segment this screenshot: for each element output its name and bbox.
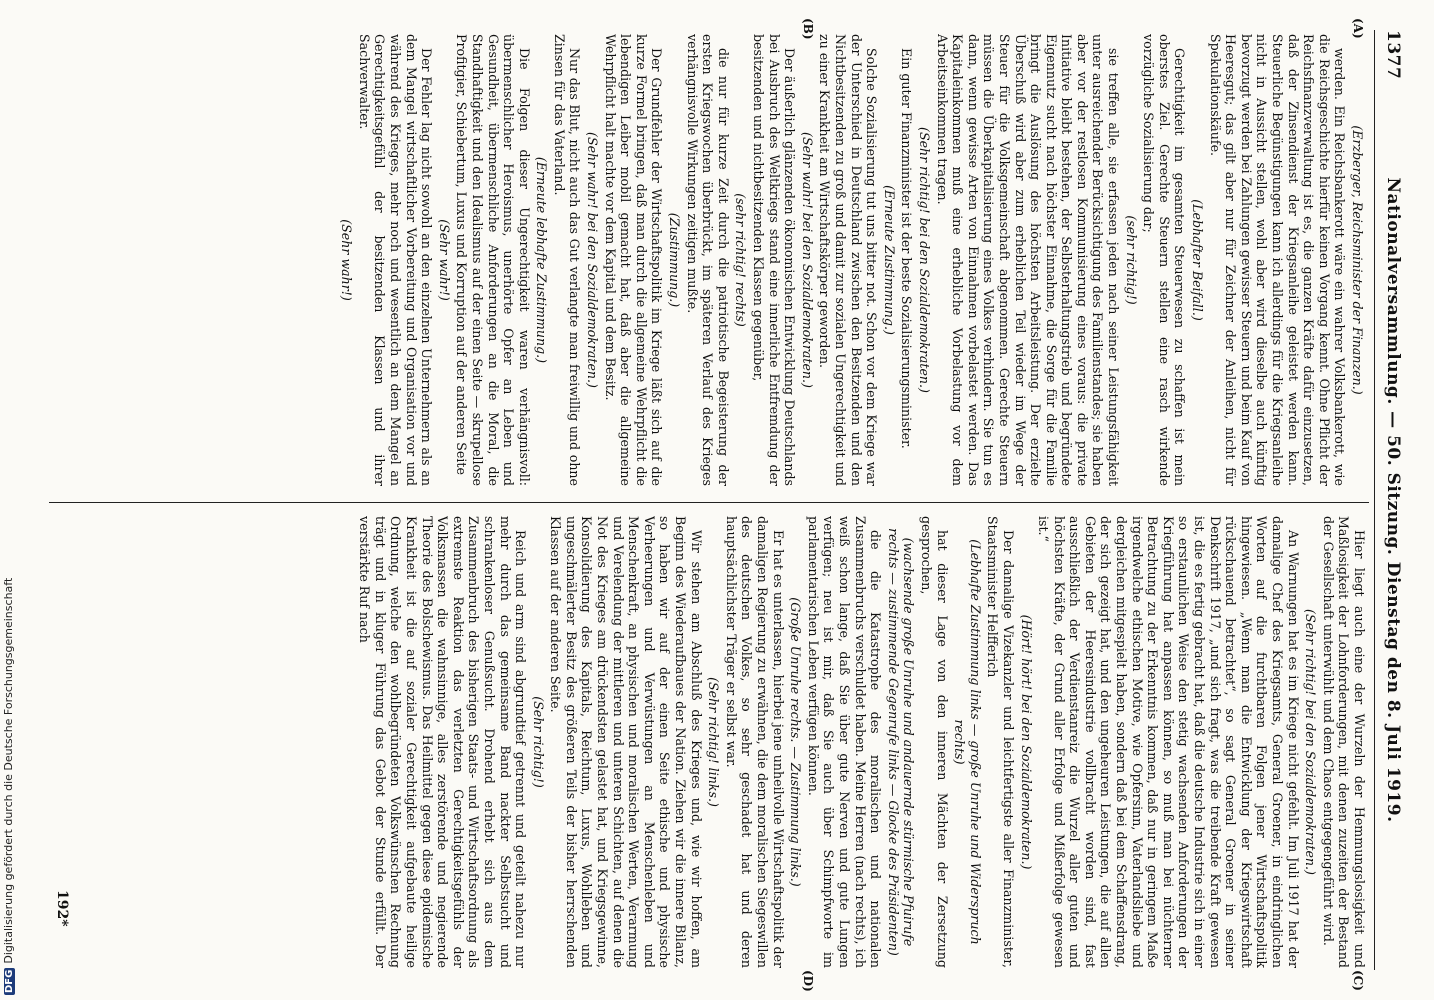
margin-marker-d: (D) xyxy=(801,970,815,992)
reaction-note: (Erneute Zustimmung.) xyxy=(881,185,897,335)
paragraph: hat dieser Lage von den inneren Mächten der Zersetzung gesprochen, xyxy=(918,516,950,968)
paragraph: Er hat es unterlassen, hierbei jene unheilvolle Wirtschaftspolitik der damaligen Regierung zu erwähnen, die dem moralischen Siegeswillen des deutschen Volkes, so sehr geschadet hat und deren hauptsächlichster Träger er selbst war. xyxy=(723,516,786,968)
reaction-note: (Zustimmung.) xyxy=(667,212,683,308)
paragraph: Nur das Blut, nicht auch das Gut verlangte man freiwillig und ohne Zinsen für das Vaterland. xyxy=(551,34,583,486)
header-rule xyxy=(1374,30,1375,970)
signature-mark: 192* xyxy=(54,890,70,927)
paragraph: die nur für kurze Zeit durch die patriotische Begeisterung der ersten Kriegswochen überbrückt, im späteren Verlauf des Krieges verhängnisvolle Wirkungen zeitigen mußte. xyxy=(684,34,731,486)
digitization-note xyxy=(2,578,15,995)
reaction-note: (sehr richtig!) xyxy=(1123,215,1139,305)
paragraph: Der Grundfehler der Wirtschaftspolitik im Kriege läßt sich auf die kurze Formel bringen, daß man durch die allgemeine Wehrpflicht die lebendigen Leiber mobil gemacht hat, daß aber die allgemeine Wehrpflicht halt machte vor dem Kapital und dem Besitz. xyxy=(602,34,665,486)
reaction-note: (Sehr richtig! links.) xyxy=(706,677,722,807)
speaker-line: (Erzberger, Reichsminister der Finanzen.) xyxy=(1350,125,1365,395)
paragraph: Reich und arm sind abgrundtief getrennt und geteilt nahezu nur mehr durch das gemeinsame Band nackter Selbstsucht und schrankenloser Genußsucht. Drohend erhebt sich aus dem Zusammenbruch des bisherigen Staats- und Wirtschaftsordnung als extremste Reaktion das verletzten Gerechtigkeitsgefühls der Volksmassen die wahnsinnige, alles zerstörende und negierende Theorie des Bolschewismus. Das Heilmittel gegen diese epidemische Krankheit ist die auf sozialer Gerechtigkeit aufgebaute heilige Ordnung, welche den wohlbegründeten Volkswünschen Rechnung trägt und in kluger Führung das Gebot der Stunde erfüllt. Der verstärkte Ruf nach xyxy=(357,516,529,968)
reaction-note: (Erneute lebhafte Zustimmung.) xyxy=(534,156,550,364)
page-header xyxy=(1379,30,1405,970)
reaction-note: (Sehr wahr!) xyxy=(339,219,355,301)
reaction-note: (Sehr wahr! bei den Sozialdemokraten.) xyxy=(585,132,601,388)
paragraph: Die Folgen dieser Ungerechtigkeit waren verhängnisvoll: übermenschlicher Heroismus, unerhörte Opfer an Leben und Gesundheit, übermenschliche Anforderungen an die Moral, die Standhaftigkeit und den Idealismus auf der einen Seite — skrupellose Profitgier, Schiebertum, Luxus und Korruption auf der anderen Seite xyxy=(454,34,532,486)
reaction-note: (Sehr richtig! bei den Sozialdemokraten.) xyxy=(916,127,932,393)
margin-marker-b: (B) xyxy=(801,18,815,40)
column-divider xyxy=(49,502,1369,503)
margin-marker-a: (A) xyxy=(1351,18,1365,39)
reaction-note: (Sehr wahr!) xyxy=(436,219,452,301)
paragraph: sie treffen alle, sie erfassen jeden nach seiner Leistungsfähigkeit unter ausreichender Berücksichtigung des Familienstandes; sie haben aber vor der restlosen Kommunisierung eines voraus: die private Initiative bleibt bestehen, der Selbsterhaltungstrieb und begründete Eigennutz sucht nach höchster Einnahme, die Sorge für die Familie bringt die Auslösung des höchsten Arbeitsleistung. Der erzielte Überschuß wird aber zum erheblichen Teil wieder im Wege der Steuer für die Volksgemeinschaft abgenommen. Gerechte Steuern müssen die Überkapitalisierung eines Volkes verhindern. Sie tun es dann, wenn gewisse Arten von Einnahmen vorbelastet werden. Das Kapitaleinkommen muß eine erhebliche Vorbelastung vor dem Arbeitseinkommen tragen. xyxy=(934,34,1122,486)
paragraph: werden. Ein Reichsbankerott wäre ein wahrer Volksbankerott, wie die Reichsgeschichte hierfür keinen Vorgang kennt. Ohne Pflicht der Reichsfinanzverwaltung ist es, die ganzen Kräfte dafür einzusetzen, daß der Zinsendienst der Kriegsanleihe geleistet werden kann. Steuerliche Begünstigungen kann ich allerdings für die Kriegsanleihe nicht in Aussicht stellen, wohl aber wird dieselbe auch künftig bevorzugt werden bei Zahlungen gewisser Steuern und beim Kauf von Heeresgut; das gilt aber nur für Zeichner der Anleihen, nicht für Spekulationskäufe. xyxy=(1207,34,1348,486)
dfg-logo: DFG xyxy=(4,969,15,993)
reaction-note: (Große Unruhe rechts. — Zustimmung links.) xyxy=(788,597,804,887)
left-text-column xyxy=(47,34,1367,486)
paragraph: Der äußerlich glänzenden ökonomischen Entwicklung Deutschlands bei Ausbruch des Weltkriegs stand eine innerliche Entfremdung der besitzenden und nichtbesitzenden Klassen gegenüber, xyxy=(751,34,798,486)
paragraph: Gerechtigkeit im gesamten Steuerwesen zu schaffen ist mein oberstes Ziel. Gerechte Steuern stellen eine rasch wirkende vorzügliche Sozialisierung dar; xyxy=(1141,34,1188,486)
reaction-note: (sehr richtig! rechts) xyxy=(733,193,749,327)
paragraph: An Warnungen hat es im Kriege nicht gefehlt. Im Juli 1917 hat der damalige Chef des Kriegsamts, General Groener, in eindringlichen Worten auf die furchtbaren Folgen jener Wirtschaftspolitik hingewiesen. „Wenn man die Entwicklung der Kriegswirtschaft rückschauend betrachtet“, so sagt General Groener in seiner Denkschrift 1917, „und sich fragt, was die treibende Kraft gewesen ist, die es fertig gebracht hat, daß die deutsche Industrie sich in einer so erstaunlichen Weise den stetig wachsenden Anforderungen der Kriegführung hat anpassen können, so muß man bei nüchterner Betrachtung zu der Erkenntnis kommen, daß nur in geringem Maße irgendwelche ethischen Motive, wie Opfersinn, Vaterlandsliebe und dergleichen mitgespielt haben, sondern daß bei dem Schaffensdrang, der sich gezeigt hat, und den ungeheuren Leistungen, die auf allen Gebieten der Heeresindustrie vollbracht worden sind, fast ausschließlich der Verdienstanreiz die Wurzel aller guten und höchsten Kräfte, der Grund aller Erfolge und Mißerfolge gewesen ist.“ xyxy=(1036,516,1301,968)
reaction-note: (Sehr richtig! bei den Sozialdemokraten.) xyxy=(1303,609,1319,875)
margin-marker-c: (C) xyxy=(1351,970,1365,991)
right-text-column xyxy=(47,516,1367,968)
page-number: 1377 xyxy=(1383,30,1403,80)
rotated-newspaper-page xyxy=(25,18,1405,992)
paragraph: Solche Sozialisierung tut uns bitter not. Schon vor dem Kriege war der Unterschied in Deutschland zwischen den Besitzenden und den Nichtbesitzenden zu groß und damit zur sozialen Ungerechtigkeit und zu einer Krankheit am Wirtschaftskörper geworden. xyxy=(817,34,880,486)
paragraph: die die Katastrophe des moralischen und nationalen Zusammenbruchs verschuldet haben. Meine Herren (nach rechts), ich weiß schon lange, daß Sie über gute Nerven und gute Lungen verfügen; neu ist mir, daß Sie auch über Schimpfworte im parlamentarischen Leben verfügen können. xyxy=(805,516,884,968)
reaction-note: (Hört! hört! bei den Sozialdemokraten.) xyxy=(1018,614,1034,870)
reaction-note: (Lebhafter Beifall.) xyxy=(1190,199,1206,321)
digitization-text: Digitalisierung gefördert durch die Deutsche Forschungsgemeinschaft xyxy=(2,577,15,964)
paragraph: Der damalige Vizekanzler und leichtfertigste aller Finanzminister, Staatsminister Helfferich xyxy=(985,516,1016,968)
paragraph: Ein guter Finanzminister ist der beste Sozialisierungsminister. xyxy=(899,48,915,449)
reaction-note: (Sehr richtig!) xyxy=(530,696,546,788)
reaction-note: (Lebhafte Zustimmung links — große Unruhe und Widerspruch rechts) xyxy=(952,539,983,945)
reaction-note: (wachsende große Unruhe und andauernde stürmische Pfuirufe rechts — zustimmende Gegenrufe links — Glocke des Präsidenten) xyxy=(885,528,917,956)
reaction-note: (Sehr wahr! bei den Sozialdemokraten.) xyxy=(799,132,815,388)
paragraph: Wir stehen am Abschluß des Krieges und, wie wir hoffen, am Beginn des Wiederaufbaues der Nation. Ziehen wir die innere Bilanz, so haben wir auf der einen Seite ethische und physische Verheerungen und Verwüstungen an Menschenleben und Menschenkraft, an physischen und moralischen Werten, Verarmung und Verelendung der mittleren und unteren Schichten, auf denen die Not des Krieges am drückendsten gelastet hat, und Kriegsgewinne, Konsolidierung des Kapitals, Reichtum, Luxus, Wohlleben und ungeschmälerter Besitz des größeren Teils der bisher herrschenden Klassen auf der anderen Seite. xyxy=(548,516,704,968)
paragraph: Der Fehler lag nicht sowohl an den einzelnen Unternehmern als an dem Mangel wirtschaftlicher Vorbereitung und Organisation vor und während des Krieges, mehr noch und wesentlich an dem Mangel an Gerechtigkeitsgefühl der besitzenden Klassen und ihrer Sachverwalter. xyxy=(356,34,435,486)
paragraph: Hier liegt auch eine der Wurzeln der Hemmungslosigkeit und Maßlosigkeit der Lohnforderungen, mit denen zuzeiten der Bestand der Gesellschaft unterwühlt und dem Chaos entgegengeführt wird. xyxy=(1320,516,1367,968)
page-title: Nationalversammlung. — 50. Sitzung. Dienstag den 8. Juli 1919. xyxy=(1383,177,1403,823)
